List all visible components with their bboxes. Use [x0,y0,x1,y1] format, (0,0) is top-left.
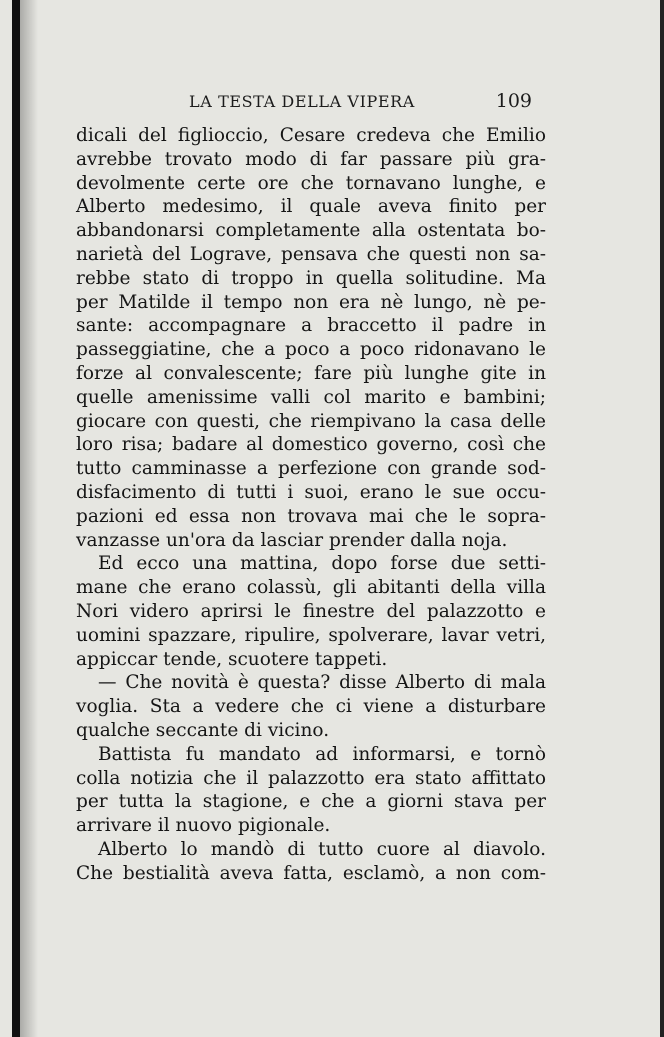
text-line: voglia. Sta a vedere che ci viene a disturbare [76,696,546,718]
text-line: appiccar tende, scuotere tappeti. [76,648,388,670]
text-line: disfacimento di tutti i suoi, erano le sue occu- [76,481,546,503]
text-line: loro risa; badare al domestico governo, così che [76,434,546,456]
text-line: mane che erano colassù, gli abitanti della villa [76,577,546,599]
page-number: 109 [495,90,532,112]
text-line: Alberto lo mandò di tutto cuore al diavolo. [98,838,546,860]
text-line: qualche seccante di vicino. [76,719,330,741]
text-line: giocare con questi, che riempivano la casa delle [76,410,546,432]
text-line: — Che novità è questa? disse Alberto di mala [98,672,546,694]
text-line: Che bestialità aveva fatta, esclamò, a non com- [76,862,546,884]
text-line: dicali del figlioccio, Cesare credeva che Emilio [76,125,546,146]
text-line: forze al convalescente; fare più lunghe gite in [76,362,546,384]
text-line: Nori videro aprirsi le finestre del palazzotto e [76,600,546,622]
text-line: per tutta la stagione, e che a giorni stava per [76,791,546,813]
text-line: sante: accompagnare a braccetto il padre in [76,315,546,337]
gutter-shadow [20,0,38,1037]
binding-gutter [12,0,20,1037]
text-line: avrebbe trovato modo di far passare più gra- [76,148,546,170]
text-line: abbandonarsi completamente alla ostentata bo- [76,220,546,242]
text-line: rebbe stato di troppo in quella solitudine. Ma [76,267,546,289]
text-line: arrivare il nuovo pigionale. [76,815,331,837]
text-line: Alberto medesimo, il quale aveva finito per [76,196,546,218]
text-line: Ed ecco una mattina, dopo forse due setti- [98,553,546,575]
text-line: per Matilde il tempo non era nè lungo, nè pe- [76,291,546,313]
page-edge [660,0,664,1037]
text-line: passeggiatine, che a poco a poco ridonavano le [76,339,546,361]
text-line: Battista fu mandato ad informarsi, e tornò [98,743,546,765]
text-line: quelle amenissime valli col marito e bambini; [76,386,546,408]
body-text [76,124,546,886]
text-line: narietà del Lograve, pensava che questi non sa- [76,243,546,265]
text-line: colla notizia che il palazzotto era stato affittato [76,767,546,789]
text-line: pazioni ed essa non trovava mai che le sopra- [76,505,546,527]
text-line: devolmente certe ore che tornavano lunghe, e [76,172,546,194]
text-line: vanzasse un'ora da lasciar prender dalla noja. [76,529,508,551]
running-title: LA TESTA DELLA VIPERA [189,92,415,111]
text-line: tutto camminasse a perfezione con grande sod- [76,458,546,480]
text-line: uomini spazzare, ripulire, spolverare, lavar vetri, [76,624,546,646]
running-head [76,92,542,118]
